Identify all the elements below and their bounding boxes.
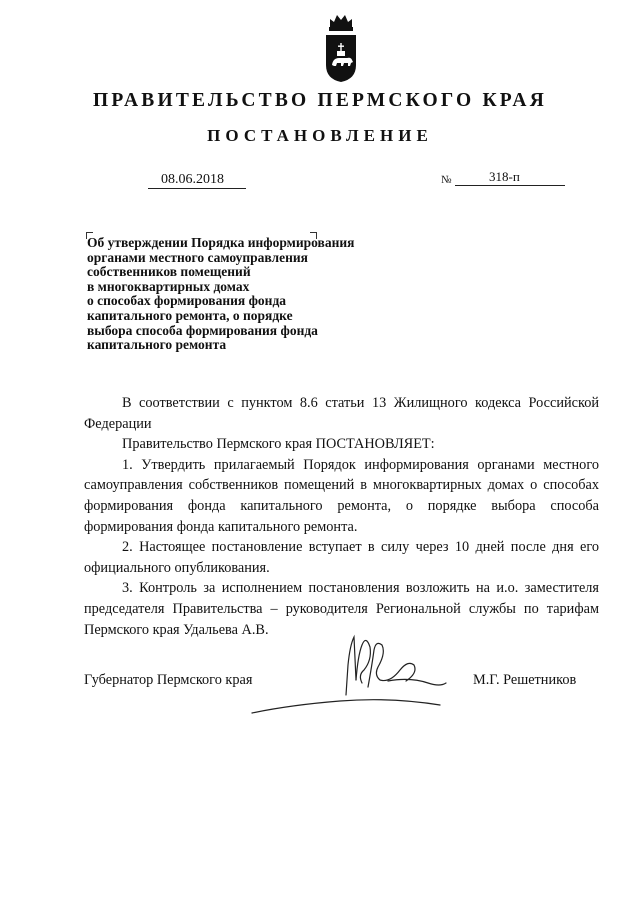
date-underline <box>148 188 246 189</box>
subject-line: органами местного самоуправления <box>87 249 308 265</box>
document-subject <box>87 236 407 353</box>
body-paragraph: Правительство Пермского края ПОСТАНОВЛЯЕТ: <box>122 436 435 453</box>
document-date: 08.06.2018 <box>161 172 224 187</box>
document-number: 318-п <box>489 169 520 184</box>
number-sign: № <box>441 174 452 186</box>
subject-line: выбора способа формирования фонда <box>87 322 318 338</box>
document-type: ПОСТАНОВЛЕНИЕ <box>207 126 433 145</box>
perm-krai-coat-of-arms-icon <box>322 13 360 83</box>
subject-line: о способах формирования фонда <box>87 293 287 309</box>
body-paragraph: 2. Настоящее постановление вступает в силу через 10 дней после дня его официального опубликования. <box>84 539 599 576</box>
government-title: ПРАВИТЕЛЬСТВО ПЕРМСКОГО КРАЯ <box>93 90 547 111</box>
subject-line: капитального ремонта, о порядке <box>87 307 293 323</box>
signatory-title: Губернатор Пермского края <box>84 672 253 688</box>
handwritten-signature-icon <box>250 625 450 720</box>
number-underline <box>455 185 565 186</box>
subject-line: Об утверждении Порядка информирования <box>87 235 355 250</box>
body-paragraph: В соответствии с пунктом 8.6 статьи 13 Жилищного кодекса Российской Федерации <box>84 395 599 432</box>
subject-line: собственников помещений <box>87 264 251 280</box>
subject-line: в многоквартирных домах <box>87 278 250 294</box>
body-paragraph: 3. Контроль за исполнением постановления возложить на и.о. заместителя председателя Правительства – руководителя Региональной службы по тарифам Пермского края Удальева А.В. <box>84 580 599 638</box>
signatory-name: М.Г. Решетников <box>473 672 577 688</box>
subject-line: капитального ремонта <box>87 337 227 353</box>
document-body <box>84 393 599 640</box>
body-paragraph: 1. Утвердить прилагаемый Порядок информирования органами местного самоуправления собственников помещений в многоквартирных домах о способах формирования фонда капитального ремонта, о порядке выбора способа формирования фонда капитального ремонта. <box>84 456 599 535</box>
